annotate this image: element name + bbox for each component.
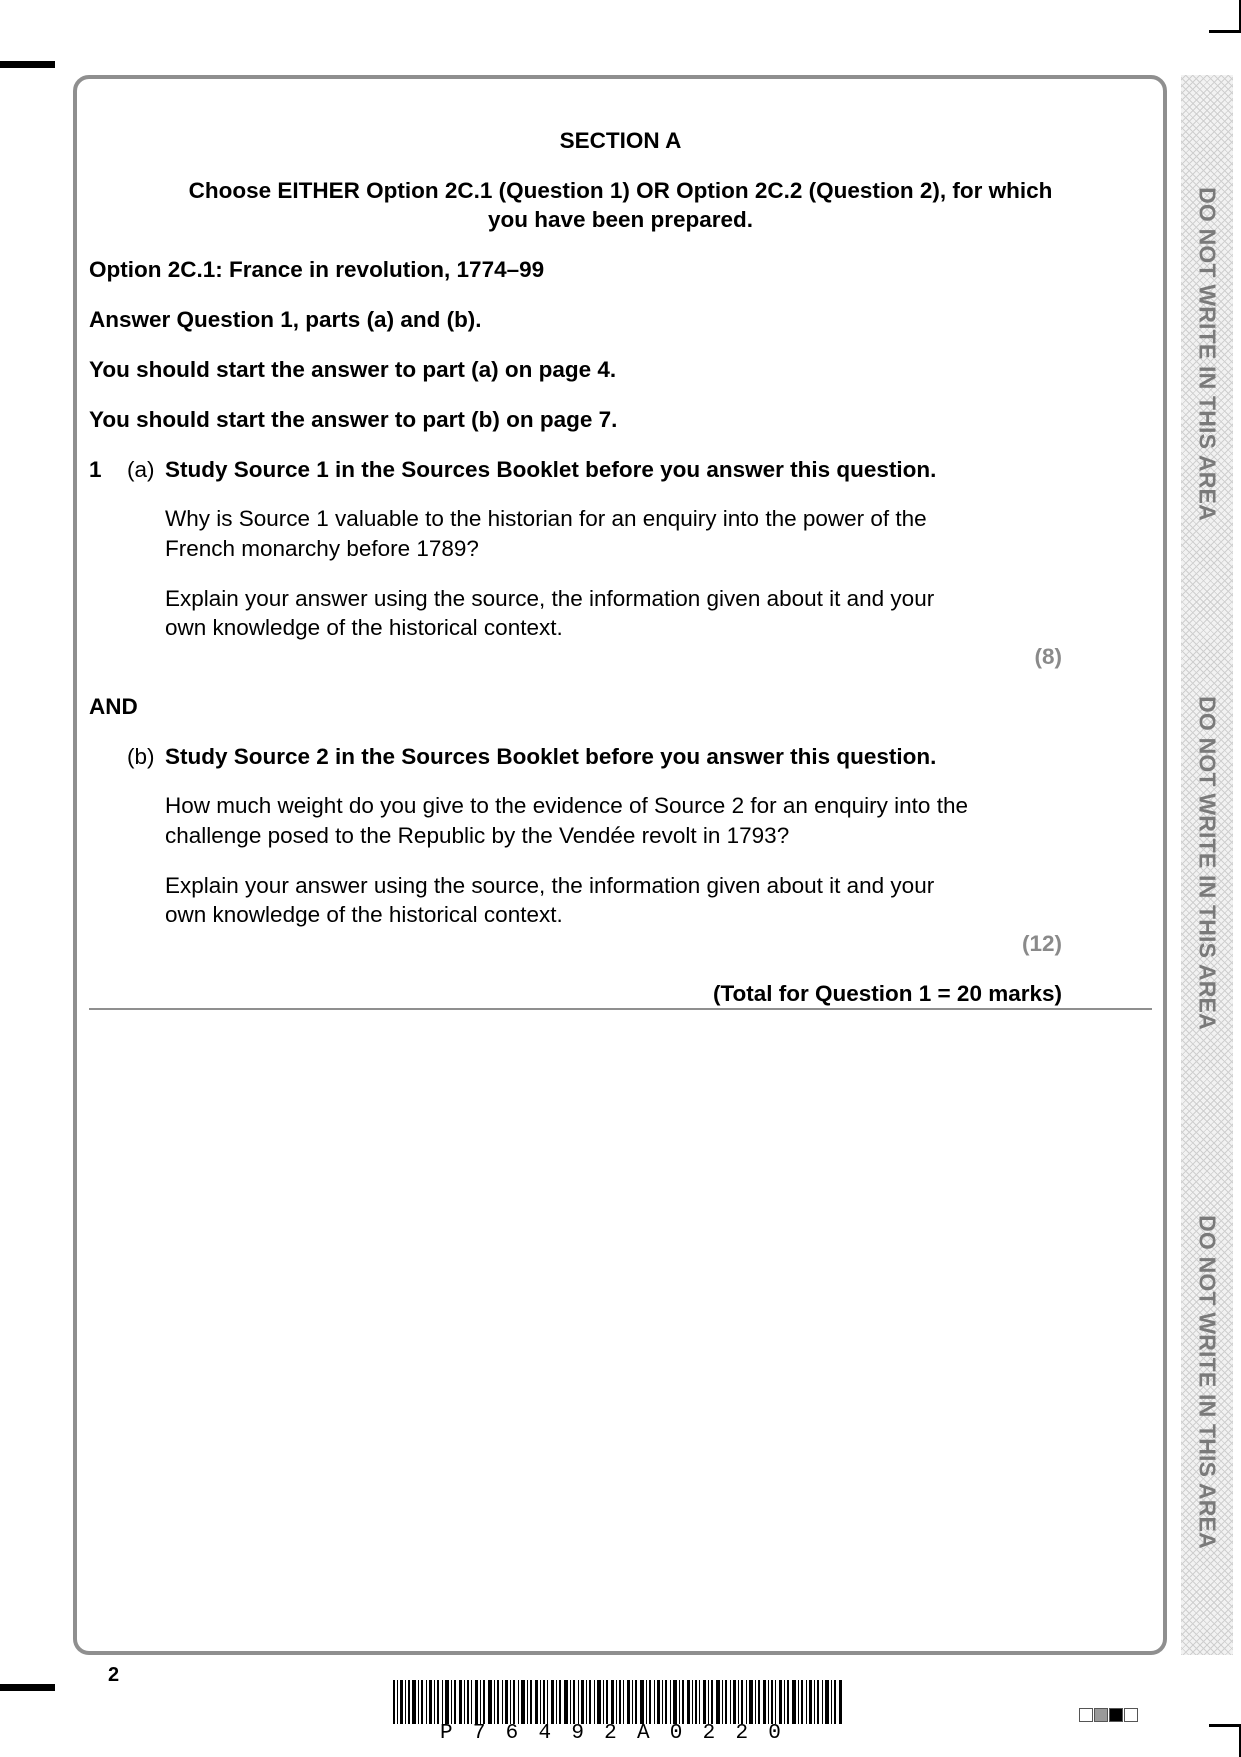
choose-instruction-line1: Choose EITHER Option 2C.1 (Question 1) OR Option 2C.2 (Question 2), for which bbox=[188, 178, 1053, 203]
part-a-question-line1: Why is Source 1 valuable to the historian for an enquiry into the power of the bbox=[165, 506, 927, 531]
barcode-char: 6 bbox=[505, 1722, 519, 1745]
part-b-label: (b) bbox=[127, 744, 155, 769]
marker-square-black bbox=[1109, 1708, 1123, 1722]
marker-square-empty bbox=[1124, 1708, 1138, 1722]
part-b-start-instruction: You should start the answer to part (b) on page 7. bbox=[89, 407, 618, 432]
barcode-char: 4 bbox=[538, 1722, 552, 1745]
answer-instruction: Answer Question 1, parts (a) and (b). bbox=[89, 307, 482, 332]
option-title: Option 2C.1: France in revolution, 1774–99 bbox=[89, 257, 545, 282]
and-label: AND bbox=[89, 694, 138, 719]
part-a-explain-line1: Explain your answer using the source, the information given about it and your bbox=[165, 586, 935, 611]
margin-warning-text-top: DO NOT WRITE IN THIS AREA bbox=[1194, 187, 1221, 521]
question-total: (Total for Question 1 = 20 marks) bbox=[712, 981, 1062, 1006]
barcode-char: P bbox=[440, 1722, 453, 1745]
barcode-char: 2 bbox=[604, 1722, 617, 1745]
question-number: 1 bbox=[89, 457, 102, 482]
part-b-explain-line2: own knowledge of the historical context. bbox=[165, 902, 563, 927]
marker-square-empty bbox=[1079, 1708, 1093, 1722]
choose-instruction-line2: you have been prepared. bbox=[487, 207, 754, 232]
part-a-heading: Study Source 1 in the Sources Booklet before you answer this question. bbox=[165, 457, 937, 482]
page-number: 2 bbox=[108, 1664, 120, 1686]
crop-mark-bottom-right bbox=[1209, 1724, 1241, 1757]
barcode-char: 0 bbox=[768, 1722, 781, 1745]
margin-warning-text-bottom: DO NOT WRITE IN THIS AREA bbox=[1194, 1215, 1221, 1549]
page-position-marker bbox=[1079, 1708, 1138, 1722]
part-a-explain-line2: own knowledge of the historical context. bbox=[165, 615, 563, 640]
section-title: SECTION A bbox=[559, 128, 682, 153]
registration-mark-top bbox=[0, 61, 55, 68]
barcode-char: 2 bbox=[735, 1722, 749, 1745]
margin-warning-text-middle: DO NOT WRITE IN THIS AREA bbox=[1194, 696, 1221, 1030]
part-a-question-line2: French monarchy before 1789? bbox=[165, 536, 479, 561]
part-a-marks: (8) bbox=[1034, 644, 1062, 669]
barcode-char: 7 bbox=[472, 1722, 486, 1745]
part-a-label: (a) bbox=[127, 457, 155, 482]
barcode-number bbox=[393, 1722, 823, 1745]
part-b-question-line2: challenge posed to the Republic by the Vendée revolt in 1793? bbox=[165, 823, 790, 848]
part-b-explain-line1: Explain your answer using the source, the information given about it and your bbox=[165, 873, 935, 898]
part-b-question-line1: How much weight do you give to the evidence of Source 2 for an enquiry into the bbox=[165, 793, 968, 818]
marker-square-grey bbox=[1094, 1708, 1108, 1722]
part-b-heading: Study Source 2 in the Sources Booklet before you answer this question. bbox=[165, 744, 937, 769]
barcode-char: 0 bbox=[669, 1722, 683, 1745]
barcode-char: A bbox=[636, 1722, 650, 1745]
part-a-start-instruction: You should start the answer to part (a) on page 4. bbox=[89, 357, 617, 382]
barcode-char: 2 bbox=[702, 1722, 716, 1745]
barcode-char: 9 bbox=[571, 1722, 584, 1745]
part-b-marks: (12) bbox=[1021, 931, 1062, 956]
registration-mark-bottom bbox=[0, 1684, 55, 1691]
crop-mark-top-right bbox=[1209, 0, 1241, 33]
total-divider bbox=[89, 1008, 1152, 1010]
barcode bbox=[393, 1680, 843, 1724]
